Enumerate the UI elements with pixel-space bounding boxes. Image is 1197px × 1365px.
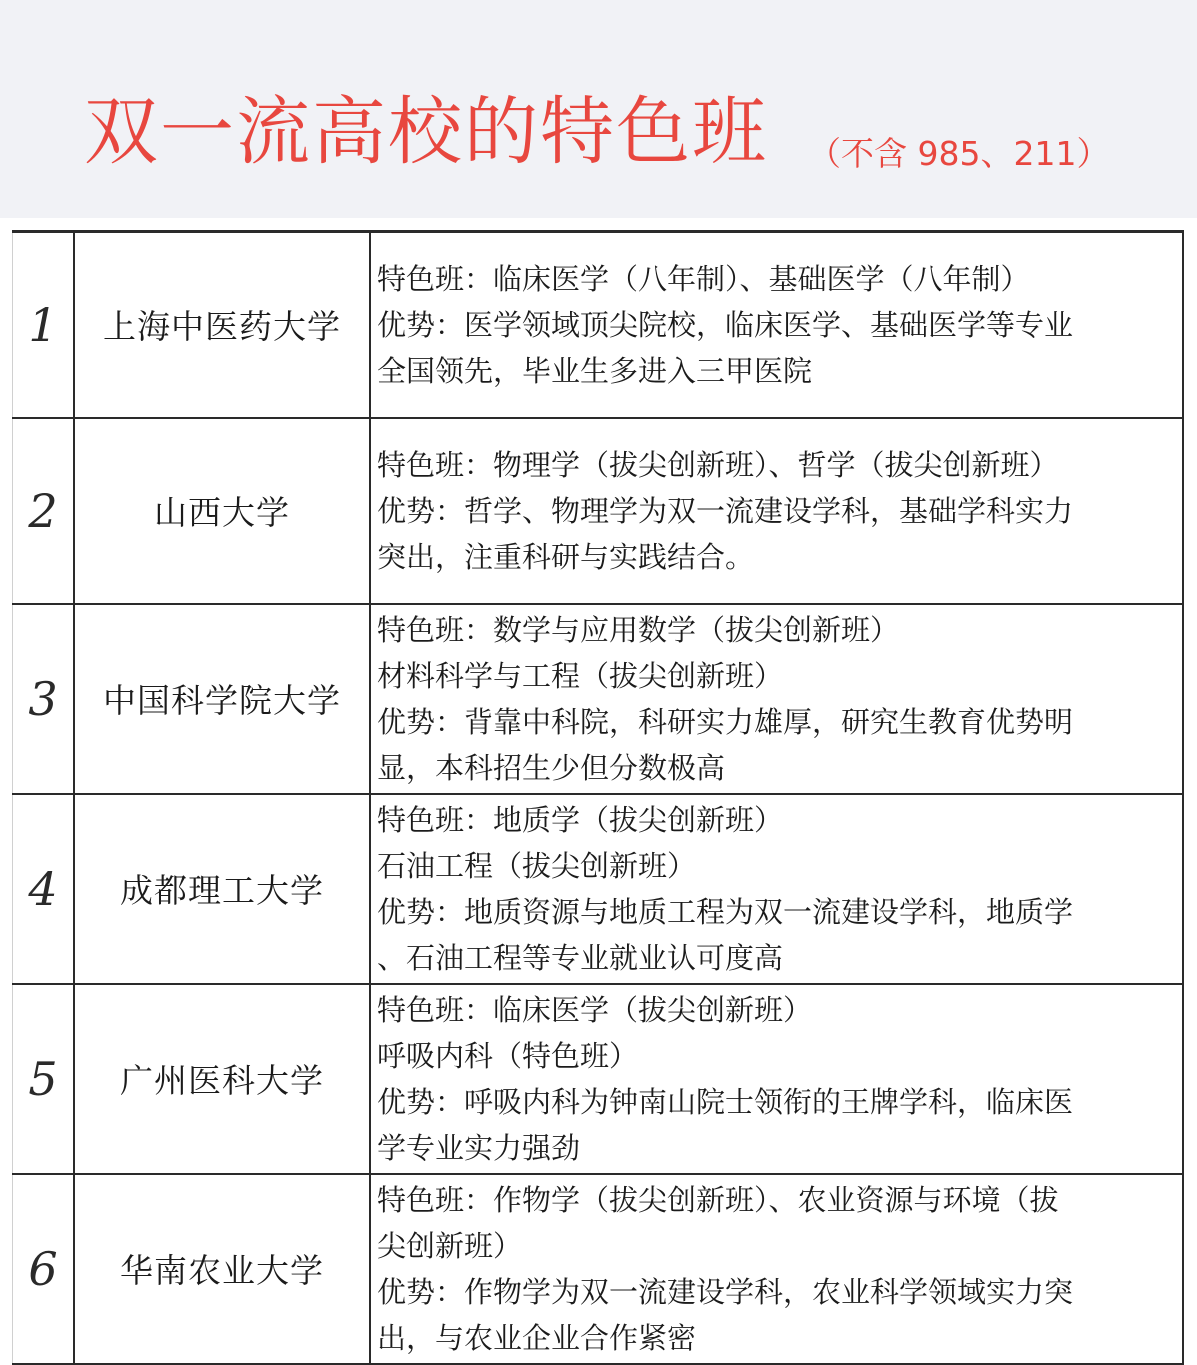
table-row (13, 984, 1184, 1174)
description-line: 特色班：临床医学（拔尖创新班） (377, 992, 813, 1027)
description-line: 尖创新班） (377, 1228, 523, 1263)
description-line: 突出，注重科研与实践结合。 (377, 539, 755, 574)
description-line: 显，本科招生少但分数极高 (377, 750, 726, 785)
page-subtitle: （不含 985、211） (808, 134, 1110, 173)
university-name: 广州医科大学 (74, 984, 370, 1174)
description-line: 优势：医学领域顶尖院校，临床医学、基础医学等专业 (377, 307, 1074, 342)
row-number: 5 (13, 984, 75, 1174)
description-line: 特色班：临床医学（八年制）、基础医学（八年制） (377, 261, 1030, 296)
page-title: 双一流高校的特色班 (84, 89, 768, 175)
program-description (370, 794, 1183, 984)
program-description (370, 604, 1183, 794)
description-line: 优势：哲学、物理学为双一流建设学科，基础学科实力 (377, 493, 1074, 528)
table-row (13, 232, 1184, 418)
table-row (13, 794, 1184, 984)
description-line: 出，与农业企业合作紧密 (377, 1320, 697, 1355)
row-number: 2 (13, 418, 75, 604)
description-line: 呼吸内科（特色班） (377, 1038, 639, 1073)
description-line: 特色班：作物学（拔尖创新班）、农业资源与环境（拔 (377, 1182, 1059, 1217)
description-line: 优势：作物学为双一流建设学科，农业科学领域实力突 (377, 1274, 1074, 1309)
description-line: 优势：呼吸内科为钟南山院士领衔的王牌学科，临床医 (377, 1084, 1074, 1119)
description-line: 特色班：物理学（拔尖创新班）、哲学（拔尖创新班） (377, 447, 1059, 482)
row-number: 6 (13, 1174, 75, 1364)
program-description (370, 232, 1183, 418)
program-description (370, 984, 1183, 1174)
university-name: 上海中医药大学 (74, 232, 370, 418)
university-name: 成都理工大学 (74, 794, 370, 984)
row-number: 1 (13, 232, 75, 418)
row-number: 4 (13, 794, 75, 984)
description-line: 特色班：数学与应用数学（拔尖创新班） (377, 612, 900, 647)
description-line: 学专业实力强劲 (377, 1130, 581, 1165)
university-table (12, 230, 1184, 1355)
university-name: 中国科学院大学 (74, 604, 370, 794)
university-name: 山西大学 (74, 418, 370, 604)
description-line: 、石油工程等专业就业认可度高 (377, 940, 784, 975)
table-row (13, 418, 1184, 604)
table-row (13, 1174, 1184, 1364)
university-name: 华南农业大学 (74, 1174, 370, 1364)
header-banner (0, 0, 1197, 218)
description-line: 石油工程（拔尖创新班） (377, 848, 697, 883)
program-description (370, 1174, 1183, 1364)
description-line: 材料科学与工程（拔尖创新班） (377, 658, 784, 693)
program-description (370, 418, 1183, 604)
table-row (13, 604, 1184, 794)
row-number: 3 (13, 604, 75, 794)
description-line: 优势：背靠中科院，科研实力雄厚，研究生教育优势明 (377, 704, 1074, 739)
description-line: 优势：地质资源与地质工程为双一流建设学科，地质学 (377, 894, 1074, 929)
description-line: 全国领先，毕业生多进入三甲医院 (377, 353, 813, 388)
description-line: 特色班：地质学（拔尖创新班） (377, 802, 784, 837)
